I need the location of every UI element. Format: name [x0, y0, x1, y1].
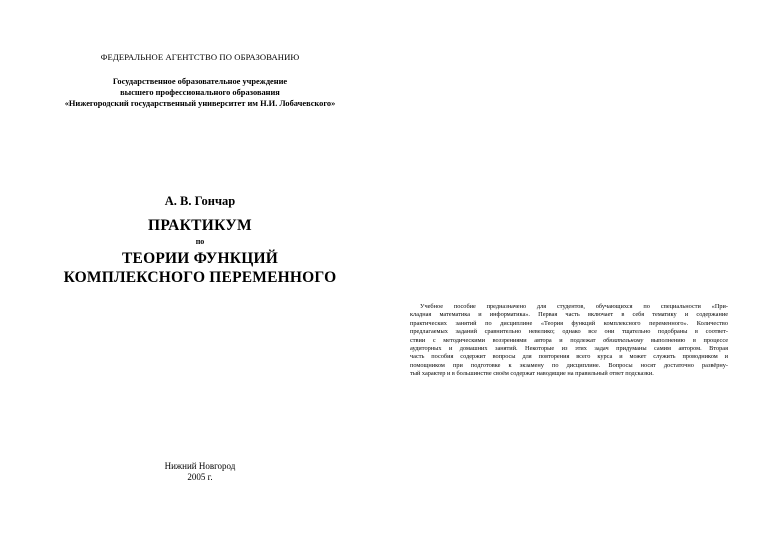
subtitle-line: ТЕОРИИ ФУНКЦИЙ: [122, 250, 278, 267]
annotation-line: тый характер и в большинстве своём содержат наводящие на правильный ответ подсказки.: [410, 370, 654, 378]
imprint-year: 2005 г.: [187, 472, 213, 482]
annotation-line: практических занятий по дисциплине «Теория функций комплексного переменного». Количество: [410, 319, 728, 327]
institution-line: Государственное образовательное учреждение: [112, 77, 288, 86]
annotation-line: кладная математика и информатика». Первая часть включает в себя тематику и содержание: [410, 311, 728, 319]
annotation-line: аудиторных и домашних занятий. Некоторые из этих задач придуманы самим автором. Вторая: [410, 345, 728, 353]
agency-heading: ФЕДЕРАЛЬНОЕ АГЕНТСТВО ПО ОБРАЗОВАНИЮ: [100, 52, 300, 62]
annotation-line: Учебное пособие предназначено для студентов, обучающихся по специальности «При-: [420, 303, 728, 310]
subtitle-line: КОМПЛЕКСНОГО ПЕРЕМЕННОГО: [63, 269, 337, 286]
book-title: ПРАКТИКУМ: [147, 217, 252, 234]
right-page: [384, 0, 768, 543]
annotation-line: предлагаемых заданий сравнительно невелико; однако все они тщательно подобраны в соответ-: [410, 328, 728, 336]
book-subtitle: [0, 249, 400, 287]
author-name: А. В. Гончар: [164, 194, 236, 208]
institution-line: «Нижегородский государственный университет им Н.И. Лобачевского»: [64, 99, 336, 108]
annotation-line: помощником при подготовке к экзамену по дисциплине. Вопросы носят достаточно развёрну-: [410, 361, 728, 369]
annotation-paragraph: [410, 303, 728, 379]
institution-line: высшего профессионального образования: [120, 88, 280, 97]
annotation-line: часть пособия содержит вопросы для повторения всего курса и может служить проводником и: [410, 353, 728, 361]
annotation-line: ствии с методическими воззрениями автора и подлежат обязательному выполнению в процессе: [410, 336, 728, 344]
institution-block: [0, 76, 400, 109]
imprint-city: Нижний Новгород: [164, 461, 236, 471]
title-preposition: по: [195, 237, 205, 246]
imprint: [0, 461, 400, 483]
